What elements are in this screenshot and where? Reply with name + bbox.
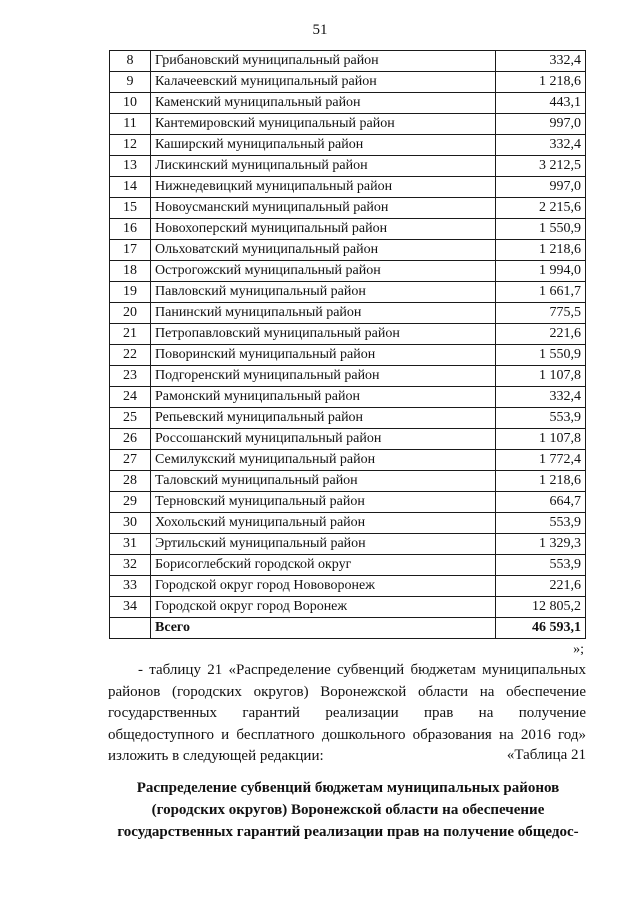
table-row [110, 261, 586, 282]
row-name: Ольховатский муниципальный район [151, 240, 496, 261]
row-number: 25 [110, 408, 151, 429]
table-row [110, 177, 586, 198]
row-value: 332,4 [496, 387, 586, 408]
table-row [110, 387, 586, 408]
row-name: Нижнедевицкий муниципальный район [151, 177, 496, 198]
table-row [110, 93, 586, 114]
row-number: 12 [110, 135, 151, 156]
subvention-table [109, 50, 586, 639]
row-value: 332,4 [496, 51, 586, 72]
row-value: 553,9 [496, 555, 586, 576]
page-number: 51 [312, 22, 328, 38]
row-number: 17 [110, 240, 151, 261]
row-value: 1 550,9 [496, 219, 586, 240]
row-number: 30 [110, 513, 151, 534]
row-value: 332,4 [496, 135, 586, 156]
row-value: 997,0 [496, 114, 586, 135]
row-number: 18 [110, 261, 151, 282]
row-number: 15 [110, 198, 151, 219]
row-number: 21 [110, 324, 151, 345]
row-name: Павловский муниципальный район [151, 282, 496, 303]
row-name: Городской округ город Воронеж [151, 597, 496, 618]
row-number: 19 [110, 282, 151, 303]
table-row [110, 492, 586, 513]
row-value: 3 212,5 [496, 156, 586, 177]
row-name: Городской округ город Нововоронеж [151, 576, 496, 597]
row-value: 221,6 [496, 576, 586, 597]
row-name: Подгоренский муниципальный район [151, 366, 496, 387]
row-number: 8 [110, 51, 151, 72]
table-row [110, 135, 586, 156]
row-number: 23 [110, 366, 151, 387]
table-row [110, 597, 586, 618]
row-name: Новоусманский муниципальный район [151, 198, 496, 219]
row-name: Петропавловский муниципальный район [151, 324, 496, 345]
row-value: 664,7 [496, 492, 586, 513]
row-number: 20 [110, 303, 151, 324]
row-number: 22 [110, 345, 151, 366]
row-number: 10 [110, 93, 151, 114]
row-value: 775,5 [496, 303, 586, 324]
table-row [110, 513, 586, 534]
row-value: 2 215,6 [496, 198, 586, 219]
row-number: 11 [110, 114, 151, 135]
total-label: Всего [151, 618, 496, 639]
row-value: 1 218,6 [496, 72, 586, 93]
table-row [110, 114, 586, 135]
table-row [110, 219, 586, 240]
row-value: 1 329,3 [496, 534, 586, 555]
row-value: 1 107,8 [496, 429, 586, 450]
row-value: 1 994,0 [496, 261, 586, 282]
row-number: 27 [110, 450, 151, 471]
table-body [110, 51, 586, 639]
row-value: 221,6 [496, 324, 586, 345]
row-number: 9 [110, 72, 151, 93]
table-row [110, 282, 586, 303]
row-value: 553,9 [496, 513, 586, 534]
row-number: 34 [110, 597, 151, 618]
table-row [110, 51, 586, 72]
table-row [110, 345, 586, 366]
table-row [110, 72, 586, 93]
row-name: Острогожский муниципальный район [151, 261, 496, 282]
total-row-number [110, 618, 151, 639]
row-name: Эртильский муниципальный район [151, 534, 496, 555]
row-name: Терновский муниципальный район [151, 492, 496, 513]
table-row [110, 576, 586, 597]
row-number: 29 [110, 492, 151, 513]
table-row [110, 471, 586, 492]
table-row [110, 429, 586, 450]
row-number: 24 [110, 387, 151, 408]
table-row [110, 324, 586, 345]
table-row [110, 450, 586, 471]
row-value: 1 218,6 [496, 240, 586, 261]
row-number: 13 [110, 156, 151, 177]
table-caption: «Таблица 21 [506, 747, 586, 763]
row-name: Каменский муниципальный район [151, 93, 496, 114]
table-row [110, 534, 586, 555]
row-name: Каширский муниципальный район [151, 135, 496, 156]
row-number: 28 [110, 471, 151, 492]
table-row [110, 240, 586, 261]
table-row [110, 366, 586, 387]
table-row [110, 555, 586, 576]
row-name: Грибановский муниципальный район [151, 51, 496, 72]
row-name: Лискинский муниципальный район [151, 156, 496, 177]
row-name: Калачеевский муниципальный район [151, 72, 496, 93]
row-value: 1 550,9 [496, 345, 586, 366]
row-value: 1 218,6 [496, 471, 586, 492]
row-name: Панинский муниципальный район [151, 303, 496, 324]
table-row [110, 408, 586, 429]
row-value: 553,9 [496, 408, 586, 429]
table-heading: Распределение субвенций бюджетам муниципальных районов (городских округов) Воронежской области на обеспечение государственных гарантий реализации прав на получение общедос- [117, 780, 579, 840]
row-name: Россошанский муниципальный район [151, 429, 496, 450]
row-number: 14 [110, 177, 151, 198]
row-value: 12 805,2 [496, 597, 586, 618]
amendment-paragraph: - таблицу 21 «Распределение субвенций бюджетам муниципальных районов (городских округов) Воронежской области на обеспечение государственных гарантий реализации прав на получение общедоступного и бесплатного дошкольного образования на 2016 год» изложить в следующей редакции: [108, 662, 586, 764]
row-value: 1 107,8 [496, 366, 586, 387]
row-name: Кантемировский муниципальный район [151, 114, 496, 135]
table-row [110, 198, 586, 219]
row-number: 32 [110, 555, 151, 576]
row-value: 1 661,7 [496, 282, 586, 303]
row-name: Борисоглебский городской округ [151, 555, 496, 576]
row-name: Новохоперский муниципальный район [151, 219, 496, 240]
row-number: 26 [110, 429, 151, 450]
total-row [110, 618, 586, 639]
row-name: Семилукский муниципальный район [151, 450, 496, 471]
row-number: 31 [110, 534, 151, 555]
row-name: Репьевский муниципальный район [151, 408, 496, 429]
table-row [110, 156, 586, 177]
table-row [110, 303, 586, 324]
row-name: Поворинский муниципальный район [151, 345, 496, 366]
row-number: 16 [110, 219, 151, 240]
row-value: 997,0 [496, 177, 586, 198]
closing-quote: »; [573, 642, 584, 657]
total-value: 46 593,1 [496, 618, 586, 639]
row-name: Рамонский муниципальный район [151, 387, 496, 408]
row-name: Таловский муниципальный район [151, 471, 496, 492]
row-name: Хохольский муниципальный район [151, 513, 496, 534]
row-value: 1 772,4 [496, 450, 586, 471]
row-value: 443,1 [496, 93, 586, 114]
row-number: 33 [110, 576, 151, 597]
